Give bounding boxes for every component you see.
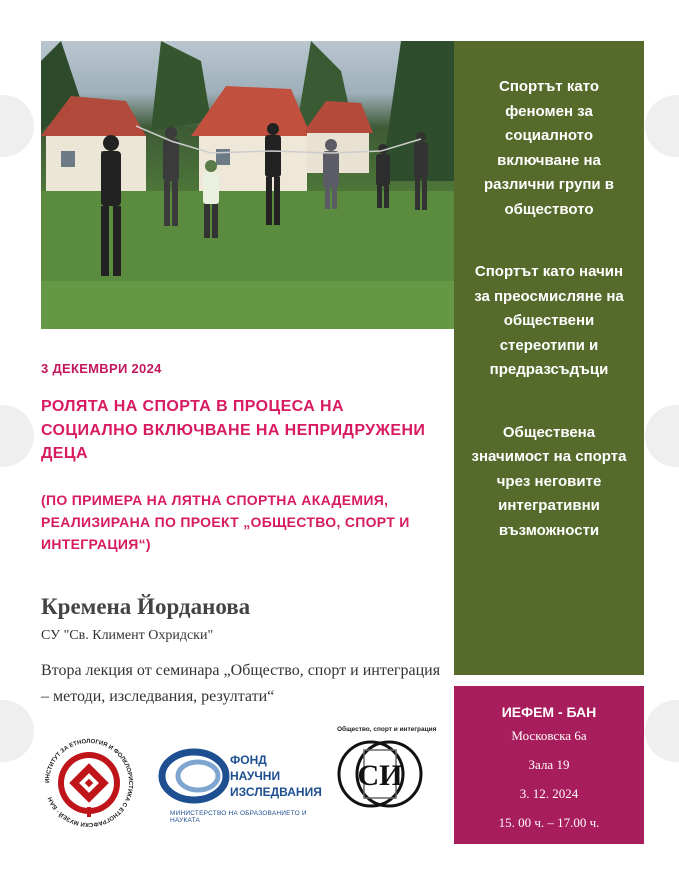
- venue-address: Московска 6а: [511, 728, 587, 743]
- venue-time: 15. 00 ч. – 17.00 ч.: [498, 815, 600, 830]
- ief-logo-emblem: [41, 735, 137, 831]
- osi-logo: [337, 726, 437, 812]
- osi-caption: Общество, спорт и интеграция: [337, 726, 437, 733]
- venue-org: ИЕФЕМ - БАН: [501, 704, 597, 720]
- watermark-right-top: [645, 95, 679, 157]
- watermark-right-bottom: [645, 700, 679, 762]
- speaker-affiliation: СУ "Св. Климент Охридски": [41, 628, 214, 643]
- fni-swoosh-icon: [158, 744, 230, 810]
- speaker-name: Кремена Йорданова: [41, 594, 251, 619]
- fni-line-1: ФОНД: [230, 753, 267, 767]
- watermark-right-mid: [645, 405, 679, 467]
- event-subtitle: (ПО ПРИМЕРА НА ЛЯТНА СПОРТНА АКАДЕМИЯ, РЕАЛИЗИРАНА ПО ПРОЕКТ „ОБЩЕСТВО, СПОРТ И ИНТЕГРАЦИЯ“): [41, 492, 410, 552]
- osi-letters: СИ: [357, 759, 403, 792]
- fni-line-2: НАУЧНИ: [230, 769, 281, 783]
- event-date: 3 ДЕКЕМВРИ 2024: [41, 361, 162, 376]
- watermark-left-top: [0, 95, 34, 157]
- fni-ministry: МИНИСТЕРСТВО НА ОБРАЗОВАНИЕТО И НАУКАТА: [170, 810, 307, 824]
- watermark-left-bottom: [0, 700, 34, 762]
- fni-line-3: ИЗСЛЕДВАНИЯ: [230, 785, 322, 799]
- topic-3: Обществена значимост на спорта чрез неговите интегративни възможности: [471, 423, 627, 539]
- fni-name: [230, 752, 322, 800]
- osi-emblem-icon: [337, 738, 423, 810]
- topic-1: Спортът като феномен за социалното включване на различни групи в обществото: [483, 78, 615, 218]
- event-title: РОЛЯТА НА СПОРТА В ПРОЦЕСА НА СОЦИАЛНО ВКЛЮЧВАНЕ НА НЕПРИДРУЖЕНИ ДЕЦА: [41, 398, 426, 462]
- venue-info-box: [454, 686, 644, 844]
- watermark-left-mid: [0, 405, 34, 467]
- topic-2: Спортът като начин за преосмисляне на обществени стереотипи и предразсъдъци: [474, 263, 624, 378]
- venue-date: 3. 12. 2024: [519, 786, 579, 801]
- ief-logo: [41, 735, 137, 831]
- hero-photo-scene: [41, 41, 454, 329]
- topics-sidebar: [454, 41, 644, 675]
- lecture-description: Втора лекция от семинара „Общество, спорт и интеграция – методи, изследвания, резултати“: [41, 662, 441, 705]
- venue-hall: Зала 19: [528, 757, 570, 772]
- hero-photo: [41, 41, 454, 329]
- fni-logo: [158, 740, 333, 828]
- ief-ring-text: ИНСТИТУТ ЗА ЕТНОЛОГИЯ И ФОЛКЛОРИСТИКА С ЕТНОГРАФСКИ МУЗЕЙ · БАН: [44, 738, 134, 828]
